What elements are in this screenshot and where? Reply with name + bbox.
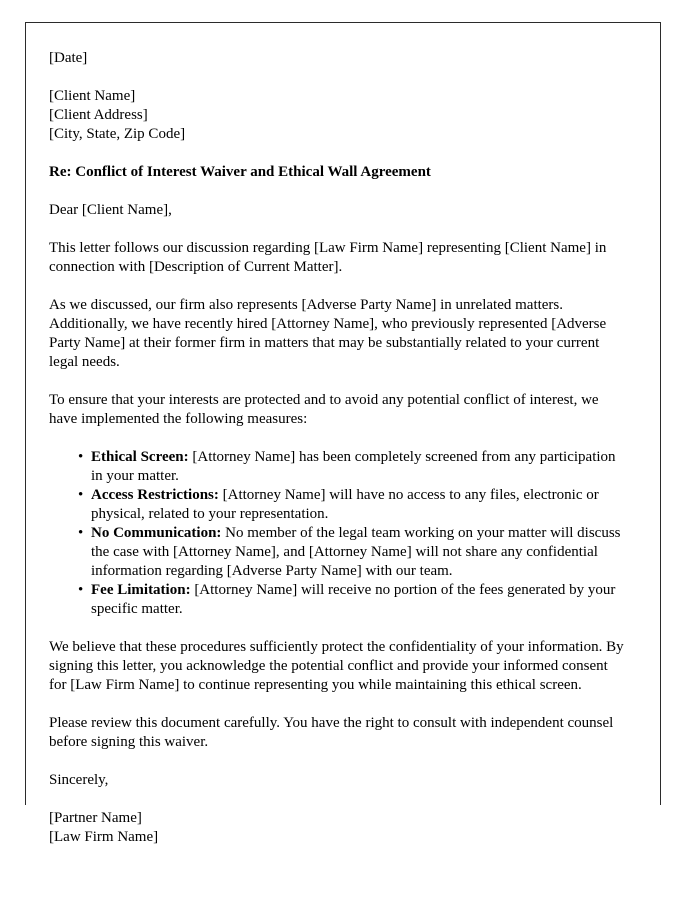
paragraph-intro: This letter follows our discussion regarding [Law Firm Name] representing [Client Name] in connection with [Description of Current Matter]. — [49, 240, 607, 275]
list-item — [79, 448, 627, 486]
paragraph-measures-intro: To ensure that your interests are protected and to avoid any potential conflict of interest, we have implemented the following measures: — [49, 392, 599, 427]
paragraph-review-notice: Please review this document carefully. You have the right to consult with independent counsel before signing this waiver. — [49, 715, 614, 750]
paragraph-consent: We believe that these procedures sufficiently protect the confidentiality of your information. By signing this letter, you acknowledge the potential conflict and provide your informed consent for [Law Firm Name] to continue representing you while maintaining this ethical screen. — [49, 639, 624, 693]
recipient-address-line: [Client Name] — [49, 88, 136, 104]
list-item-lead: Ethical Screen: — [91, 449, 189, 465]
signature-line: [Partner Name] — [49, 810, 142, 826]
list-item-lead: No Communication: — [91, 525, 222, 541]
subject-line: Re: Conflict of Interest Waiver and Ethical Wall Agreement — [49, 164, 431, 180]
list-item-text: [Attorney Name] has been completely screened from any participation in your matter. — [91, 449, 616, 484]
list-item — [79, 486, 627, 524]
list-item — [79, 524, 627, 581]
list-item-text: No member of the legal team working on your matter will discuss the case with [Attorney Name], and [Attorney Name] will not share any confidential information regarding [Adverse Party Name] with our team. — [91, 525, 621, 579]
list-item-lead: Fee Limitation: — [91, 582, 191, 598]
recipient-address — [49, 87, 627, 144]
recipient-address-line: [Client Address] — [49, 107, 148, 123]
signature-block — [49, 809, 627, 847]
letter-content — [49, 49, 627, 847]
signature-line: [Law Firm Name] — [49, 829, 159, 845]
document-page — [25, 22, 661, 845]
recipient-address-line: [City, State, Zip Code] — [49, 126, 186, 142]
salutation: Dear [Client Name], — [49, 202, 172, 218]
date-line: [Date] — [49, 50, 88, 66]
paragraph-disclosure: As we discussed, our firm also represents [Adverse Party Name] in unrelated matters. Additionally, we have recently hired [Attorney Name], who previously represented [Adverse Party Name] at their former firm in matters that may be substantially related to your current legal needs. — [49, 297, 607, 370]
list-item-text: [Attorney Name] will have no access to any files, electronic or physical, related to your representation. — [91, 487, 599, 522]
list-item — [79, 581, 627, 619]
closing-line: Sincerely, — [49, 772, 109, 788]
list-item-lead: Access Restrictions: — [91, 487, 219, 503]
measures-list — [49, 448, 627, 619]
list-item-text: [Attorney Name] will receive no portion of the fees generated by your specific matter. — [91, 582, 616, 617]
document-body — [26, 23, 660, 847]
